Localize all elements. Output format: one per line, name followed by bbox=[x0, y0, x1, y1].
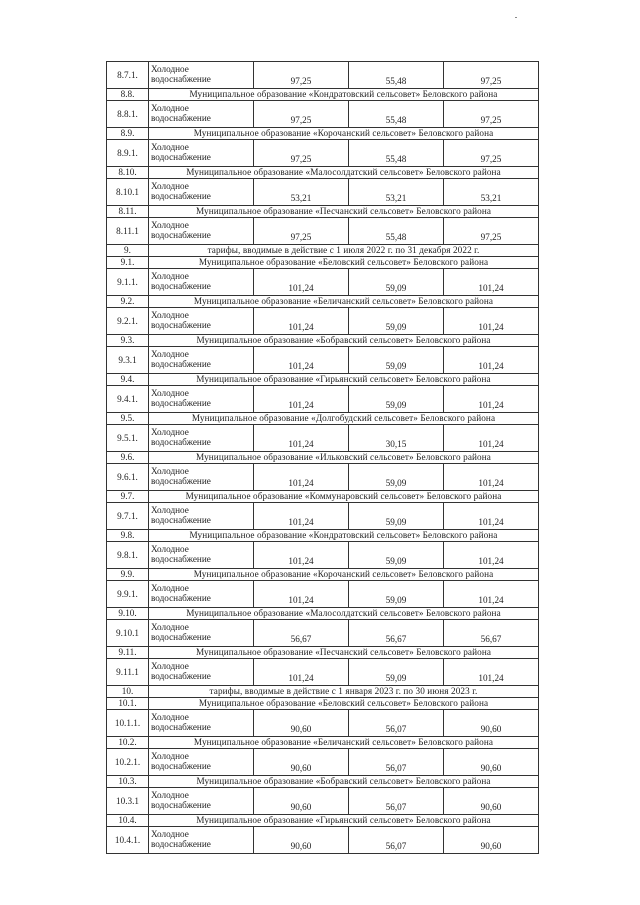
row-number: 8.11.1 bbox=[107, 218, 149, 245]
row-number: 9.9. bbox=[107, 569, 149, 581]
tariff-row bbox=[107, 827, 539, 854]
tariff-value-2: 30,15 bbox=[349, 425, 444, 452]
section-title: Муниципальное образование «Коммунаровский сельсовет» Беловского района bbox=[149, 491, 539, 503]
section-header-row bbox=[107, 89, 539, 101]
service-name-line1: Холодное bbox=[151, 622, 189, 633]
row-number: 10.4.1. bbox=[107, 827, 149, 854]
tariff-value-1: 97,25 bbox=[254, 140, 349, 167]
tariff-value-2: 59,09 bbox=[349, 503, 444, 530]
service-name bbox=[149, 269, 254, 296]
row-number: 9.5.1. bbox=[107, 425, 149, 452]
row-number: 8.11. bbox=[107, 206, 149, 218]
tariff-value-1: 90,60 bbox=[254, 749, 349, 776]
section-title: Муниципальное образование «Кондратовский сельсовет» Беловского района bbox=[149, 89, 539, 101]
service-name-line1: Холодное bbox=[151, 220, 189, 231]
service-name-line1: Холодное bbox=[151, 466, 189, 477]
row-number: 8.10.1 bbox=[107, 179, 149, 206]
tariff-row bbox=[107, 347, 539, 374]
service-name-line1: Холодное bbox=[151, 388, 189, 399]
tariff-value-3: 97,25 bbox=[444, 101, 539, 128]
tariff-value-1: 101,24 bbox=[254, 503, 349, 530]
service-name bbox=[149, 464, 254, 491]
row-number: 9.11.1 bbox=[107, 659, 149, 686]
service-name-line2: водоснабжение bbox=[151, 761, 211, 771]
row-number: 10.3. bbox=[107, 776, 149, 788]
section-header-row bbox=[107, 737, 539, 749]
tariff-value-3: 90,60 bbox=[444, 788, 539, 815]
service-name-line2: водоснабжение bbox=[151, 152, 211, 162]
section-title: Муниципальное образование «Кондратовский сельсовет» Беловского района bbox=[149, 530, 539, 542]
section-title: Муниципальное образование «Беловский сельсовет» Беловского района bbox=[149, 257, 539, 269]
tariff-value-2: 53,21 bbox=[349, 179, 444, 206]
service-name-line2: водоснабжение bbox=[151, 113, 211, 123]
section-header-row bbox=[107, 452, 539, 464]
row-number: 10.1. bbox=[107, 698, 149, 710]
tariff-row bbox=[107, 464, 539, 491]
service-name-line2: водоснабжение bbox=[151, 398, 211, 408]
tariff-row bbox=[107, 710, 539, 737]
service-name-line1: Холодное bbox=[151, 142, 189, 153]
scan-speck bbox=[515, 17, 517, 18]
service-name bbox=[149, 308, 254, 335]
section-title: Муниципальное образование «Корочанский сельсовет» Беловского района bbox=[149, 569, 539, 581]
row-number: 9.8.1. bbox=[107, 542, 149, 569]
tariff-value-2: 59,09 bbox=[349, 347, 444, 374]
section-title: Муниципальное образование «Малосолдатский сельсовет» Беловского района bbox=[149, 608, 539, 620]
section-header-row bbox=[107, 206, 539, 218]
tariff-value-2: 56,07 bbox=[349, 749, 444, 776]
tariff-value-2: 55,48 bbox=[349, 101, 444, 128]
tariff-value-2: 59,09 bbox=[349, 308, 444, 335]
section-header-row bbox=[107, 698, 539, 710]
service-name-line2: водоснабжение bbox=[151, 191, 211, 201]
tariff-value-3: 101,24 bbox=[444, 386, 539, 413]
tariff-value-3: 101,24 bbox=[444, 269, 539, 296]
tariff-value-3: 101,24 bbox=[444, 503, 539, 530]
tariff-row bbox=[107, 620, 539, 647]
section-header-row bbox=[107, 374, 539, 386]
section-title: Муниципальное образование «Бобравский сельсовет» Беловского района bbox=[149, 776, 539, 788]
tariff-value-3: 101,24 bbox=[444, 425, 539, 452]
tariff-value-2: 55,48 bbox=[349, 218, 444, 245]
service-name bbox=[149, 179, 254, 206]
service-name bbox=[149, 542, 254, 569]
service-name-line1: Холодное bbox=[151, 583, 189, 594]
row-number: 8.8.1. bbox=[107, 101, 149, 128]
row-number: 9.10.1 bbox=[107, 620, 149, 647]
tariff-value-3: 53,21 bbox=[444, 179, 539, 206]
section-title: тарифы, вводимые в действие с 1 января 2023 г. по 30 июня 2023 г. bbox=[149, 686, 539, 698]
section-title: Муниципальное образование «Долгобудский сельсовет» Беловского района bbox=[149, 413, 539, 425]
service-name-line1: Холодное bbox=[151, 103, 189, 114]
section-header-row bbox=[107, 128, 539, 140]
service-name-line1: Холодное bbox=[151, 427, 189, 438]
tariff-row bbox=[107, 101, 539, 128]
tariff-value-1: 90,60 bbox=[254, 788, 349, 815]
tariff-value-1: 101,24 bbox=[254, 659, 349, 686]
service-name-line1: Холодное bbox=[151, 544, 189, 555]
service-name-line2: водоснабжение bbox=[151, 476, 211, 486]
section-header-row bbox=[107, 569, 539, 581]
tariff-value-3: 101,24 bbox=[444, 464, 539, 491]
row-number: 9.9.1. bbox=[107, 581, 149, 608]
row-number: 9.6. bbox=[107, 452, 149, 464]
tariff-value-1: 53,21 bbox=[254, 179, 349, 206]
service-name bbox=[149, 581, 254, 608]
tariff-value-3: 101,24 bbox=[444, 581, 539, 608]
section-title: Муниципальное образование «Бобравский сельсовет» Беловского района bbox=[149, 335, 539, 347]
section-header-row bbox=[107, 335, 539, 347]
tariff-row bbox=[107, 140, 539, 167]
tariff-value-1: 90,60 bbox=[254, 710, 349, 737]
row-number: 9.2. bbox=[107, 296, 149, 308]
row-number: 9.10. bbox=[107, 608, 149, 620]
row-number: 9.4. bbox=[107, 374, 149, 386]
row-number: 9.6.1. bbox=[107, 464, 149, 491]
tariff-row bbox=[107, 218, 539, 245]
section-header-row bbox=[107, 608, 539, 620]
service-name-line2: водоснабжение bbox=[151, 800, 211, 810]
service-name-line1: Холодное bbox=[151, 661, 189, 672]
row-number: 10.3.1 bbox=[107, 788, 149, 815]
tariff-value-1: 97,25 bbox=[254, 218, 349, 245]
section-header-row bbox=[107, 815, 539, 827]
row-number: 10. bbox=[107, 686, 149, 698]
tariff-value-1: 101,24 bbox=[254, 425, 349, 452]
row-number: 9.5. bbox=[107, 413, 149, 425]
service-name-line2: водоснабжение bbox=[151, 281, 211, 291]
row-number: 10.1.1. bbox=[107, 710, 149, 737]
service-name bbox=[149, 503, 254, 530]
tariff-value-2: 59,09 bbox=[349, 659, 444, 686]
service-name-line2: водоснабжение bbox=[151, 230, 211, 240]
tariff-value-2: 59,09 bbox=[349, 269, 444, 296]
tariff-value-1: 101,24 bbox=[254, 581, 349, 608]
tariff-value-2: 59,09 bbox=[349, 542, 444, 569]
row-number: 9.3. bbox=[107, 335, 149, 347]
service-name-line2: водоснабжение bbox=[151, 722, 211, 732]
tariff-value-3: 101,24 bbox=[444, 308, 539, 335]
row-number: 9. bbox=[107, 245, 149, 257]
service-name bbox=[149, 386, 254, 413]
service-name-line1: Холодное bbox=[151, 64, 189, 75]
service-name bbox=[149, 620, 254, 647]
tariff-value-1: 56,67 bbox=[254, 620, 349, 647]
row-number: 8.7.1. bbox=[107, 62, 149, 89]
service-name-line1: Холодное bbox=[151, 751, 189, 762]
row-number: 9.3.1 bbox=[107, 347, 149, 374]
section-header-row bbox=[107, 776, 539, 788]
tariff-value-3: 101,24 bbox=[444, 659, 539, 686]
tariff-value-1: 101,24 bbox=[254, 386, 349, 413]
tariff-row bbox=[107, 425, 539, 452]
section-header-row bbox=[107, 491, 539, 503]
tariff-row bbox=[107, 581, 539, 608]
row-number: 9.1.1. bbox=[107, 269, 149, 296]
service-name-line2: водоснабжение bbox=[151, 554, 211, 564]
tariff-value-1: 97,25 bbox=[254, 101, 349, 128]
row-number: 10.2.1. bbox=[107, 749, 149, 776]
tariff-value-1: 101,24 bbox=[254, 542, 349, 569]
service-name-line1: Холодное bbox=[151, 829, 189, 840]
section-header-row bbox=[107, 296, 539, 308]
service-name-line2: водоснабжение bbox=[151, 839, 211, 849]
service-name-line1: Холодное bbox=[151, 271, 189, 282]
row-number: 9.4.1. bbox=[107, 386, 149, 413]
service-name-line2: водоснабжение bbox=[151, 437, 211, 447]
section-header-row bbox=[107, 530, 539, 542]
service-name-line2: водоснабжение bbox=[151, 74, 211, 84]
row-number: 8.9.1. bbox=[107, 140, 149, 167]
tariff-value-1: 101,24 bbox=[254, 464, 349, 491]
row-number: 9.7. bbox=[107, 491, 149, 503]
tariff-value-2: 59,09 bbox=[349, 581, 444, 608]
tariff-row bbox=[107, 659, 539, 686]
service-name-line2: водоснабжение bbox=[151, 671, 211, 681]
service-name-line2: водоснабжение bbox=[151, 320, 211, 330]
tariff-row bbox=[107, 788, 539, 815]
section-title: Муниципальное образование «Беловский сельсовет» Беловского района bbox=[149, 698, 539, 710]
service-name-line1: Холодное bbox=[151, 505, 189, 516]
tariff-value-2: 56,07 bbox=[349, 710, 444, 737]
tariff-row bbox=[107, 386, 539, 413]
section-title: Муниципальное образование «Гирьянский сельсовет» Беловского района bbox=[149, 374, 539, 386]
tariff-table bbox=[106, 61, 539, 854]
tariff-value-1: 101,24 bbox=[254, 269, 349, 296]
service-name-line2: водоснабжение bbox=[151, 593, 211, 603]
row-number: 8.9. bbox=[107, 128, 149, 140]
tariff-value-1: 90,60 bbox=[254, 827, 349, 854]
service-name bbox=[149, 827, 254, 854]
section-title: Муниципальное образование «Беличанский сельсовет» Беловского района bbox=[149, 737, 539, 749]
row-number: 8.8. bbox=[107, 89, 149, 101]
tariff-row bbox=[107, 269, 539, 296]
tariff-value-2: 55,48 bbox=[349, 62, 444, 89]
tariff-value-2: 59,09 bbox=[349, 464, 444, 491]
service-name bbox=[149, 659, 254, 686]
section-title: Муниципальное образование «Беличанский сельсовет» Беловского района bbox=[149, 296, 539, 308]
tariff-value-2: 56,07 bbox=[349, 788, 444, 815]
tariff-table-body bbox=[107, 62, 539, 854]
service-name bbox=[149, 425, 254, 452]
row-number: 9.8. bbox=[107, 530, 149, 542]
service-name-line1: Холодное bbox=[151, 712, 189, 723]
section-title: Муниципальное образование «Песчанский сельсовет» Беловского района bbox=[149, 206, 539, 218]
tariff-row bbox=[107, 749, 539, 776]
tariff-value-3: 90,60 bbox=[444, 749, 539, 776]
section-header-row bbox=[107, 167, 539, 179]
tariff-row bbox=[107, 308, 539, 335]
service-name bbox=[149, 788, 254, 815]
tariff-value-3: 101,24 bbox=[444, 542, 539, 569]
tariff-value-3: 56,67 bbox=[444, 620, 539, 647]
service-name bbox=[149, 62, 254, 89]
service-name bbox=[149, 218, 254, 245]
row-number: 8.10. bbox=[107, 167, 149, 179]
tariff-value-1: 101,24 bbox=[254, 308, 349, 335]
section-title: Муниципальное образование «Малосолдатский сельсовет» Беловского района bbox=[149, 167, 539, 179]
service-name-line2: водоснабжение bbox=[151, 359, 211, 369]
section-header-row bbox=[107, 686, 539, 698]
section-title: тарифы, вводимые в действие с 1 июля 2022 г. по 31 декабря 2022 г. bbox=[149, 245, 539, 257]
section-header-row bbox=[107, 245, 539, 257]
service-name bbox=[149, 347, 254, 374]
service-name-line2: водоснабжение bbox=[151, 632, 211, 642]
service-name-line1: Холодное bbox=[151, 349, 189, 360]
tariff-row bbox=[107, 542, 539, 569]
tariff-value-3: 90,60 bbox=[444, 710, 539, 737]
row-number: 10.2. bbox=[107, 737, 149, 749]
service-name-line1: Холодное bbox=[151, 790, 189, 801]
section-header-row bbox=[107, 647, 539, 659]
service-name bbox=[149, 140, 254, 167]
service-name bbox=[149, 749, 254, 776]
tariff-value-1: 97,25 bbox=[254, 62, 349, 89]
row-number: 10.4. bbox=[107, 815, 149, 827]
service-name bbox=[149, 710, 254, 737]
tariff-value-2: 56,67 bbox=[349, 620, 444, 647]
section-header-row bbox=[107, 257, 539, 269]
tariff-value-2: 59,09 bbox=[349, 386, 444, 413]
section-title: Муниципальное образование «Песчанский сельсовет» Беловского района bbox=[149, 647, 539, 659]
tariff-value-3: 90,60 bbox=[444, 827, 539, 854]
tariff-value-2: 55,48 bbox=[349, 140, 444, 167]
tariff-row bbox=[107, 179, 539, 206]
tariff-row bbox=[107, 503, 539, 530]
section-title: Муниципальное образование «Гирьянский сельсовет» Беловского района bbox=[149, 815, 539, 827]
tariff-value-3: 97,25 bbox=[444, 62, 539, 89]
section-title: Муниципальное образование «Ильковский сельсовет» Беловского района bbox=[149, 452, 539, 464]
service-name-line2: водоснабжение bbox=[151, 515, 211, 525]
tariff-value-1: 101,24 bbox=[254, 347, 349, 374]
row-number: 9.11. bbox=[107, 647, 149, 659]
tariff-row bbox=[107, 62, 539, 89]
section-title: Муниципальное образование «Корочанский сельсовет» Беловского района bbox=[149, 128, 539, 140]
service-name-line1: Холодное bbox=[151, 181, 189, 192]
row-number: 9.1. bbox=[107, 257, 149, 269]
row-number: 9.7.1. bbox=[107, 503, 149, 530]
tariff-value-3: 101,24 bbox=[444, 347, 539, 374]
service-name-line1: Холодное bbox=[151, 310, 189, 321]
tariff-value-3: 97,25 bbox=[444, 140, 539, 167]
tariff-value-2: 56,07 bbox=[349, 827, 444, 854]
section-header-row bbox=[107, 413, 539, 425]
tariff-value-3: 97,25 bbox=[444, 218, 539, 245]
row-number: 9.2.1. bbox=[107, 308, 149, 335]
service-name bbox=[149, 101, 254, 128]
